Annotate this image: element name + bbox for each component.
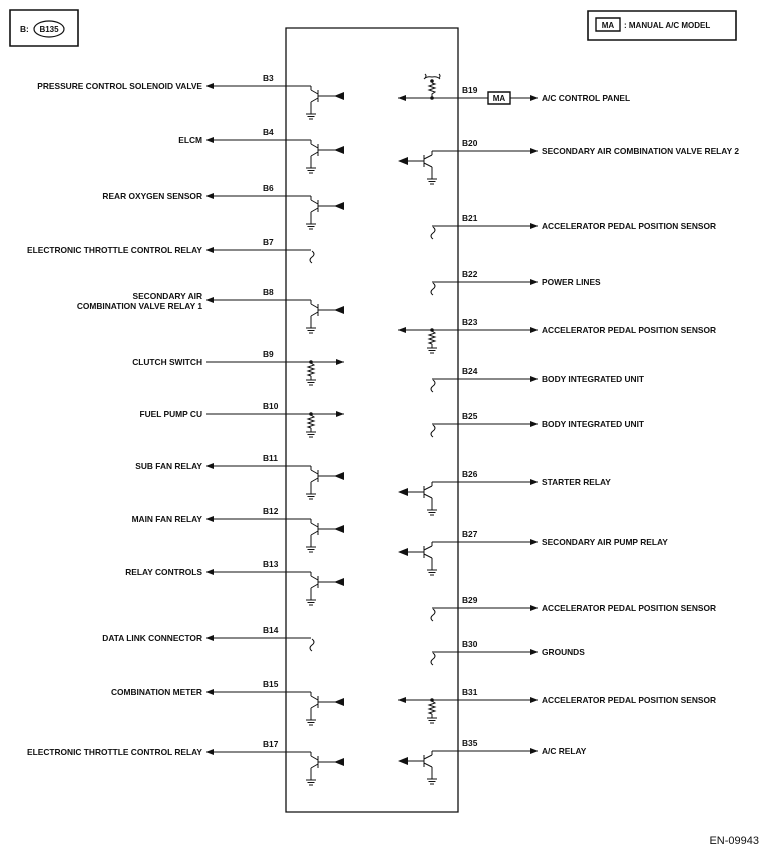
pin-label: B15 (263, 679, 279, 689)
squiggle-icon (431, 380, 435, 392)
left-terminal-b6 (102, 183, 344, 229)
base-arrow-icon (334, 525, 344, 533)
pin-label: B17 (263, 739, 279, 749)
terminal-label: SECONDARY AIR (132, 291, 202, 301)
right-terminal-b23 (398, 317, 716, 353)
squiggle-icon (431, 653, 435, 665)
right-terminal-b20 (398, 138, 739, 184)
transistor-icon (311, 764, 318, 768)
transistor-icon (311, 98, 318, 102)
transistor-icon (311, 208, 318, 212)
right-terminal-b31 (398, 687, 716, 723)
right-terminal-b22 (431, 269, 601, 295)
base-arrow-icon (334, 146, 344, 154)
terminal-label: STARTER RELAY (542, 477, 611, 487)
squiggle-icon (310, 251, 314, 263)
transistor-icon (311, 576, 318, 580)
right-terminal-b25 (431, 411, 645, 437)
connector-reference (10, 10, 78, 46)
squiggle-icon (431, 283, 435, 295)
transistor-icon (424, 546, 432, 550)
pin-label: B20 (462, 138, 478, 148)
transistor-icon (311, 200, 318, 204)
left-terminal-b7 (27, 237, 314, 263)
base-arrow-icon (398, 757, 408, 765)
transistor-icon (311, 531, 318, 535)
squiggle-icon (431, 227, 435, 239)
base-arrow-icon (334, 202, 344, 210)
base-arrow-icon (398, 157, 408, 165)
terminal-label: ACCELERATOR PEDAL POSITION SENSOR (542, 695, 717, 705)
transistor-icon (311, 90, 318, 94)
base-arrow-icon (334, 306, 344, 314)
base-arrow-icon (334, 698, 344, 706)
transistor-icon (311, 152, 318, 156)
pin-label: B35 (462, 738, 478, 748)
pin-label: B9 (263, 349, 274, 359)
right-terminals (398, 74, 739, 784)
squiggle-icon (425, 74, 426, 78)
pin-label: B25 (462, 411, 478, 421)
terminal-label: SECONDARY AIR COMBINATION VALVE RELAY 2 (542, 146, 739, 156)
terminal-label: GROUNDS (542, 647, 585, 657)
pin-label: B14 (263, 625, 279, 635)
base-arrow-icon (334, 92, 344, 100)
transistor-icon (311, 470, 318, 474)
base-arrow-icon (398, 488, 408, 496)
right-terminal-b26 (398, 469, 611, 515)
pin-label: B29 (462, 595, 478, 605)
legend (588, 11, 736, 40)
terminal-label: A/C RELAY (542, 746, 587, 756)
terminal-label: ELECTRONIC THROTTLE CONTROL RELAY (27, 245, 202, 255)
resistor-icon (429, 701, 435, 714)
base-arrow-icon (334, 578, 344, 586)
left-terminal-b15 (111, 679, 344, 725)
right-terminal-b24 (431, 366, 645, 392)
right-terminal-b29 (431, 595, 716, 621)
right-terminal-b35 (398, 738, 587, 784)
pin-label: B10 (263, 401, 279, 411)
transistor-icon (424, 763, 432, 767)
pin-label: B22 (462, 269, 478, 279)
terminal-label: FUEL PUMP CU (139, 409, 202, 419)
terminal-label: COMBINATION VALVE RELAY 1 (76, 301, 202, 311)
terminal-label: BODY INTEGRATED UNIT (542, 374, 645, 384)
terminal-label: COMBINATION METER (110, 687, 202, 697)
terminal-label: POWER LINES (542, 277, 601, 287)
transistor-icon (311, 304, 318, 308)
transistor-icon (311, 312, 318, 316)
right-terminal-b19 (398, 74, 630, 104)
terminal-label: SECONDARY AIR PUMP RELAY (542, 537, 668, 547)
terminal-label: RELAY CONTROLS (125, 567, 202, 577)
pin-label: B4 (263, 127, 274, 137)
base-arrow-icon (334, 472, 344, 480)
terminal-label: A/C CONTROL PANEL (542, 93, 631, 103)
pin-label: B7 (263, 237, 274, 247)
terminal-label: ACCELERATOR PEDAL POSITION SENSOR (542, 221, 717, 231)
pin-label: B24 (462, 366, 478, 376)
left-terminal-b13 (125, 559, 344, 605)
left-terminal-b3 (37, 73, 344, 119)
pin-label: B23 (462, 317, 478, 327)
pin-label: B27 (462, 529, 478, 539)
terminal-label: PRESSURE CONTROL SOLENOID VALVE (37, 81, 202, 91)
terminal-label: ACCELERATOR PEDAL POSITION SENSOR (542, 603, 717, 613)
left-terminal-b4 (178, 127, 344, 173)
left-terminal-b12 (132, 506, 344, 552)
right-terminal-b30 (431, 639, 585, 665)
terminal-label: SUB FAN RELAY (135, 461, 202, 471)
pin-label: B31 (462, 687, 478, 697)
connector-id: B135 (39, 25, 59, 34)
transistor-icon (424, 554, 432, 558)
terminal-label: DATA LINK CONNECTOR (102, 633, 202, 643)
legend-badge: MA (601, 21, 615, 30)
ma-badge: MA (492, 94, 506, 103)
left-terminal-b9 (132, 349, 344, 385)
pin-label: B13 (263, 559, 279, 569)
pin-label: B6 (263, 183, 274, 193)
resistor-icon (308, 415, 314, 428)
transistor-icon (424, 486, 432, 490)
transistor-icon (311, 523, 318, 527)
transistor-icon (424, 155, 432, 159)
transistor-icon (311, 584, 318, 588)
resistor-icon (429, 331, 435, 344)
pin-label: B30 (462, 639, 478, 649)
terminal-label: REAR OXYGEN SENSOR (102, 191, 202, 201)
left-terminal-b14 (102, 625, 314, 651)
transistor-icon (311, 696, 318, 700)
base-arrow-icon (334, 758, 344, 766)
pin-label: B3 (263, 73, 274, 83)
squiggle-icon (431, 609, 435, 621)
junction-dot (430, 79, 434, 83)
pin-label: B19 (462, 85, 478, 95)
terminal-label: ELCM (178, 135, 202, 145)
supply-icon (424, 77, 440, 79)
terminal-label: BODY INTEGRATED UNIT (542, 419, 645, 429)
terminal-label: CLUTCH SWITCH (132, 357, 202, 367)
legend-text: : MANUAL A/C MODEL (624, 21, 711, 30)
right-terminal-b21 (431, 213, 716, 239)
transistor-icon (311, 704, 318, 708)
left-terminals (27, 73, 344, 785)
left-terminal-b10 (139, 401, 344, 437)
left-terminal-b11 (135, 453, 344, 499)
left-terminal-b17 (27, 739, 344, 785)
transistor-icon (424, 755, 432, 759)
base-arrow-icon (398, 548, 408, 556)
pin-label: B12 (263, 506, 279, 516)
terminal-label: ACCELERATOR PEDAL POSITION SENSOR (542, 325, 717, 335)
squiggle-icon (439, 74, 440, 78)
transistor-icon (311, 478, 318, 482)
pin-label: B11 (263, 453, 278, 463)
right-terminal-b27 (398, 529, 668, 575)
terminal-label: MAIN FAN RELAY (131, 514, 202, 524)
left-terminal-b8 (77, 287, 344, 333)
pin-label: B21 (462, 213, 478, 223)
terminal-label: ELECTRONIC THROTTLE CONTROL RELAY (27, 747, 202, 757)
transistor-icon (311, 144, 318, 148)
pin-label: B8 (263, 287, 274, 297)
squiggle-icon (431, 425, 435, 437)
connector-prefix: B: (20, 24, 29, 34)
transistor-icon (424, 494, 432, 498)
document-id: EN-09943 (709, 835, 759, 847)
resistor-icon (308, 363, 314, 376)
transistor-icon (311, 756, 318, 760)
transistor-icon (424, 163, 432, 167)
resistor-icon (429, 83, 435, 98)
squiggle-icon (310, 639, 314, 651)
pin-label: B26 (462, 469, 478, 479)
